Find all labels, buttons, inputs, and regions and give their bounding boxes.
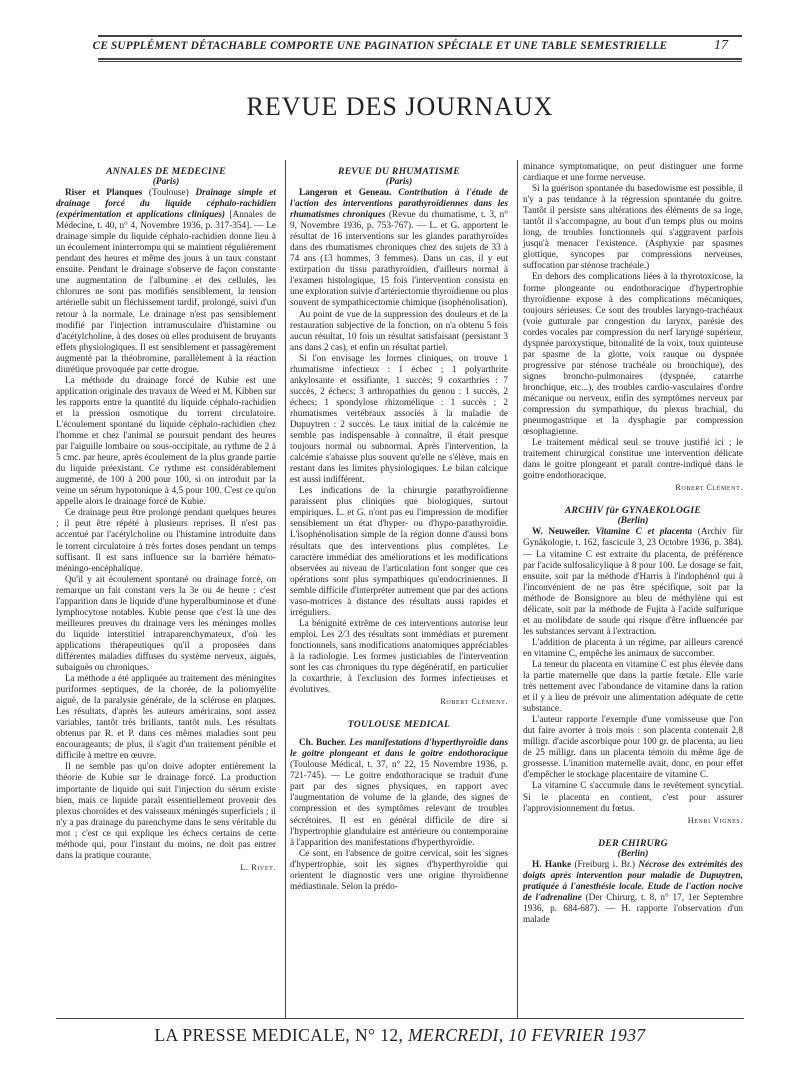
article-title: Nécrose des extrémités des doigts après intervention pour maladie de Dupuytren, pratiquée à l'anesthésie locale. Etude de l'action nocive de l'adrenaline: [523, 859, 743, 903]
article-title: Contribution à l'étude de l'action des interventions parathyroïdiennes dans les rhumatismes chroniques: [290, 188, 508, 221]
article-abstract: [56, 188, 276, 376]
article-title: Drainage simple et drainage forcé du liquide céphalo-rachidien (expérimentation et applications cliniques): [56, 188, 276, 221]
reviewer-signature: Robert Clément.: [440, 697, 508, 707]
column-divider-2: [517, 160, 518, 1018]
paragraph: Si la guérison spontanée du basedowisme est possible, il n'y a pas tendance à la régression spontanée du goitre. Tantôt il persiste sans altérations des éléments de sa loge, tantôt il s'accompagne, au bout d'un temps plus ou moins long, de troubles fonctionnels qui s'aggravent parfois jusqu'à menacer l'existence. (Asphyxie par spasmes glottique, syncopes par compressions nerveuses, suffocation par sténose trachéale.): [523, 184, 743, 272]
page-number: 17: [714, 38, 728, 53]
section-title: ARCHIV für GYNAEKOLOGIE: [564, 505, 702, 517]
issue-date: MERCREDI, 10 FEVRIER 1937: [408, 1025, 646, 1045]
article-author: W. Neuweiler.: [532, 527, 590, 538]
header-rule: [98, 58, 742, 60]
section-title: ANNALES DE MEDECINE: [106, 166, 226, 177]
reviewer-signature: Robert Clément.: [675, 483, 743, 493]
footer-rule: [56, 1018, 744, 1019]
journal-footer: [0, 1025, 800, 1046]
section-location: (Paris): [152, 177, 180, 187]
author-location: (Freiburg i. Br.): [571, 859, 639, 870]
article-title: Les manifestations d'hyperthyroïdie dans le goitre plongeant et dans le goitre endothoracique: [290, 738, 508, 760]
article-body: (Revue du rhumatisme, t. 3, n° 9, Novembre 1936, p. 753-767). — L. et G. apportent le résultat de 16 interventions sur les glandes parathyroïdes dans des rhumatismes chroniques chez des sujets de 33 à 74 ans (13 hommes, 3 femmes). Dans un cas, il y eut extirpation du tissu parathyroïdien, d'ailleurs normal à l'examen histologique, 15 fois l'intervention consista en une exploration suivie d'artériectomie thyroïdienne ou plus souvent de sympathicectomie chimique (isophénolisation).: [290, 210, 509, 309]
author-location: (Toulouse): [142, 188, 196, 198]
article-abstract: [290, 738, 508, 848]
paragraph: La méthode du drainage forcé de Kubie est une application originale des travaux de Weed et M. Kibben sur les rapports entre la quantité du liquide céphalo-rachidien et la pression osmotique du torrent circulatoire. L'écoulement spontané du liquide céphalo-rachidien chez l'homme et chez l'animal se poursuit pendant des heures par l'aiguille lombaire ou sous-occipitale, au rythme de 2 à 5 cmc. par heure, après écoulement de la plus grande partie du liquide préexistant. Ce rythme est considérablement augmenté, de 100 à 200 pour 100, si on introduit par la veine un sérum hypotonique à 4,5 pour 100. C'est ce qu'on appelle alors le drainage forcé de Kubie.: [56, 375, 276, 508]
article-body: (Archiv für Gynäkologie, t. 162, fascicule 3, 23 Octobre 1936, p. 384). — La vitamine C est extraite du placenta, de préférence par l'acide sulfosalicylique à 8 pour 100. Le dosage se fait, ensuite, soit par la méthode d'Harris à l'indophénol qui à l'inconvénient de ne pas être spécifique, soit par la méthode de Bonsignore au bleu de méthylène qui est délicate, soit par la méthode de Fujita à l'acide sulfurique et au molibdate de soude qui risque d'être influencée par les substances servant à l'extraction.: [523, 527, 744, 637]
paragraph: L'addition de placenta à un régime, par ailleurs carencé en vitamine C, empêche les animaux de succomber.: [523, 637, 743, 659]
article-author: Langeron et Geneau.: [299, 188, 392, 198]
article-abstract: [523, 860, 743, 926]
header-rule-thin: [98, 61, 742, 62]
paragraph: Au point de vue de la suppression des douleurs et de la restauration subjective de la fonction, on n'a obtenu 5 fois aucun résultat, 10 fois un résultat satisfaisant (persistant 3 ans dans 2 cas), et enfin un résultat partiel.: [290, 309, 508, 353]
supplement-notice: CE SUPPLÉMENT DÉTACHABLE COMPORTE UNE PAGINATION SPÉCIALE ET UNE TABLE SEMESTRIELLE: [92, 40, 668, 52]
paragraph: Les indications de la chirurgie parathyroïdienne paraissent plus cliniques que biologiques, surtout empiriques. L. et G. n'ont pas eu l'impression de modifier sensiblement un état d'hyper- ou d'hypo-parathyroïdie. L'isophénolisation simple de la région donne d'aussi bons résultats que des interventions plus complètes. Le caractère immédiat des améliorations et les modifications observées au niveau de l'articulation font songer que ces opérations sont plus sympathiques qu'endocriniennes. Il semble difficile d'interpréter autrement que par des actions vaso-motrices à distance des résultats aussi rapides et irréguliers.: [290, 486, 508, 618]
section-title: REVUE DU RHUMATISME: [338, 166, 460, 177]
article-body: (Der Chirurg, t. 8, n° 17, 1er Septembre 1936, p. 684-687). — H. rapporte l'observation d'un malade: [523, 892, 743, 925]
column-divider-1: [285, 160, 286, 1018]
article-body: (Toulouse Médical, t. 37, n° 22, 15 Novembre 1936, p. 721-745). — Le goitre endothoracique se traduit d'une part par des signes physiques, en rapport avec l'augmentation de volume de la glande, des signes de compression et des symptômes relevant de troubles sécrétoires. Il est en général difficile de dire si l'hypertrophie glandulaire est antérieure ou contemporaine à l'apparition des manifestations d'hyperthyroïdie.: [290, 760, 508, 848]
section-location: (Berlin): [617, 848, 649, 859]
paragraph: Si l'on envisage les formes cliniques, on trouve 1 rhumatisme infectieux : 1 échec ; 1 polyarthrite ankylosante et ossifiante, 1 succès; 9 coxarthries : 7 succès, 2 échecs; 3 arthropathies du genou : 1 succès, 2 échecs; 1 spondylose rhizomélique : 1 succès ; 2 rhumatismes vertébraux associés à la maladie de Dupuytren : 2 succès. Le taux initial de la calcémie ne semble pas indispensable à connaître, il était presque toujours normal ou subnormal. Après l'intervention, la calcémie s'abaisse plus souvent qu'elle ne s'élève, mais en restant dans les limites physiologiques. Le bilan calcique est aussi indifférent.: [290, 353, 508, 486]
paragraph: La teneur du placenta en vitamine C est plus élevée dans la partie maternelle que dans la partie fœtale. Elle varie très nettement avec l'abondance de vitamine dans la ration et il y a lieu de prévoir une alimentation adéquate de cette substance.: [523, 659, 743, 715]
article-author: Riser et Planques: [65, 188, 143, 198]
paragraph: La méthode a été appliquée au traitement des méningites puriformes septiques, de la chorée, de la poliomyélite aiguë, de la paralysie générale, de la sclérose en plaques. Les résultats, d'après les auteurs américains, sont assez variables, tantôt très brillants, tantôt nuls. Les résultats obtenus par R. et P. dans ces mêmes maladies sont peu encourageants; de plus, il s'agit d'un traitement pénible et difficile à mettre en œuvre.: [56, 674, 276, 762]
article-abstract: [523, 527, 743, 637]
article-title: Vitamine C et placenta: [589, 527, 693, 538]
section-location: (Paris): [385, 177, 413, 187]
paragraph: La bénignité extrême de ces interventions autorise leur emploi. Les 2/3 des résultats sont immédiats et purement fonctionnels, sans modifications anatomiques appréciables à la radiologie. Les formes justiciables de l'intervention sont les cas chroniques du type dégénératif, en particulier la coxarthrie, à l'exclusion des formes infectieuses et évolutives.: [290, 618, 508, 696]
article-abstract: [290, 188, 508, 310]
column-1: [56, 166, 276, 885]
section-title: DER CHIRURG: [598, 837, 668, 849]
paragraph: Il ne semble pas qu'on doive adopter entièrement la théorie de Kubie sur le drainage forcé. La production importante de liquide qui suit l'injection du sérum existe bien, mais ce liquide paraît essentiellement provenir des plexus choroïdes et des vaisseaux méningés superficiels ; il n'y a pas drainage du parenchyme dans le sens véritable du mot ; c'est ce qui explique les échecs certains de cette méthode qui, pour l'instant du moins, ne doit pas entrer dans la pratique courante.: [56, 762, 276, 861]
paragraph: L'auteur rapporte l'exemple d'une vomisseuse que l'on dut faire avorter à trois mois : son placenta contenait 2,8 milligr. d'acide ascorbique pour 100 gr. de placenta, au lieu de 25 milligr. dans un placenta témoin du même âge de grossesse. L'inanition maternelle avait, donc, en pour effet d'empêcher le stockage placentaire de vitamine C.: [523, 715, 743, 781]
paragraph: Ce drainage peut être prolongé pendant quelques heures ; il peut être répété à plusieurs reprises. Il n'est pas accentué par l'acétylcholine ou l'histamine introduite dans le torrent circulatoire à très fortes doses pendant un temps suffisant. Il est sans influence sur la barrière hémato-méningo-encéphalique.: [56, 508, 276, 574]
paragraph: Qu'il y ait écoulement spontané ou drainage forcé, on remarque un fait constant vers la 3e ou 4e heure : c'est l'apparition dans le liquide d'une hyperalbuminose et d'une lymphocytose notables. Kubie pense que c'est là une des meilleures preuves du drainage vers les méninges molles du liquide interstitiel intraparenchymateux, d'où les applications thérapeutiques qu'il a proposées dans différentes maladies diffuses du système nerveux, aiguës, subaiguës ou chroniques.: [56, 574, 276, 674]
article-author: Ch. Bucher.: [299, 738, 347, 749]
paragraph: En dehors des complications liées à la thyrotoxicose, la forme plongeante ou endothoracique d'hypertrophie thyroïdienne expose à des complications mécaniques, toujours sérieuses. Ce sont des troubles laryngo-trachéaux (voie gutturale par congestion du larynx, parésie des cordes vocales par compression du nerf laryngé supérieur, dyspnée paroxystique, bitonalité de la voix, toux quinteuse par spasme de la glotte, voix rauque ou dyspnée progressive par sténose trachéale ou bronchique), des signes broncho-pulmonaires (dyspnée, catarrhe bronchique, etc...), des troubles cardio-vasculaires d'ordre mécanique ou nerveux, enfin des symptômes nerveux par compression du sympathique, du plexus brachial, du pneumogastrique et la dysphagie par compression œsophagienne.: [523, 272, 743, 438]
paragraph: Le traitement médical seul se trouve justifié ici ; le traitement chirurgical constitue une intervention délicate dans le goitre plongeant et paraît contre-indiqué dans le goitre endothoracique.: [523, 438, 743, 482]
section-location: (Berlin): [617, 516, 649, 527]
column-3: [523, 162, 743, 926]
journal-name: LA PRESSE MEDICALE, N° 12,: [154, 1025, 409, 1045]
column-2: [290, 166, 508, 893]
paragraph: Ce sont, en l'absence de goitre cervical, soit les signes d'hypertrophie, soit les signes d'hyperthyroïdie qui orientent le diagnostic vers une origine thyroïdienne médiastinale. Selon la prédo-: [290, 848, 508, 892]
top-rule: [98, 35, 742, 37]
reviewer-signature: Henri Vignes.: [687, 815, 743, 825]
paragraph: La vitamine C s'accumule dans le revêtement syncytial. Si le placenta en contient, c'est pour assurer l'approvisionnement du fœtus.: [523, 781, 743, 814]
reviewer-signature: L. Rivet.: [240, 862, 276, 872]
section-title: TOULOUSE MEDICAL: [347, 719, 451, 731]
page-title: REVUE DES JOURNAUX: [246, 92, 554, 121]
article-body: [Annales de Médecine, t. 40, n° 4, Novembre 1936, p. 317-354]. — Le drainage simple du liquide céphalo-rachidien donne lieu à un écoulement ininterrompu qui se maintient régulièrement pendant des heures et même des jours à un taux constant ensuite. Pendant le drainage s'observe de façon constante une augmentation de l'albumine et des cellules, les chlorures ne sont pas modifiés sensiblement, la tension artérielle subit un fléchissement tardif, prolongé, suivi d'un retour à la normale. Le drainage n'est pas sensiblement modifié par l'injection intramusculaire d'histamine ou d'acétylcholine, à des doses où elles produisent de bruyants effets physiologiques. Il est sensiblement et passagèrement augmenté par la théobromine, parallèlement à la réaction diurétique provoquée par cette drogue.: [56, 210, 276, 375]
paragraph: minance symptomatique, on peut distinguer une forme cardiaque et une forme nerveuse.: [523, 162, 743, 184]
article-author: H. Hanke: [532, 859, 572, 870]
